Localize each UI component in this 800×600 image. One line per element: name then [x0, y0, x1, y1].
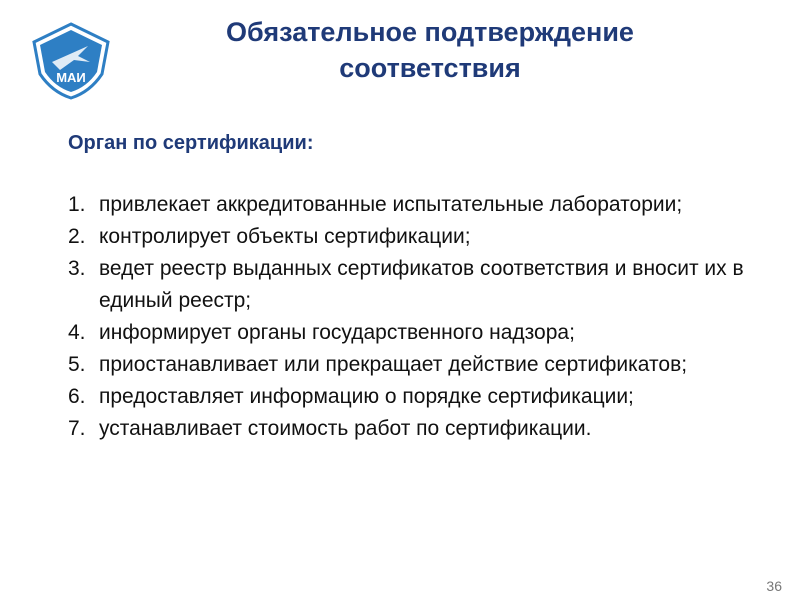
section-subtitle: Орган по сертификации:: [68, 132, 314, 154]
list-item: [68, 349, 768, 381]
item-number: 4.: [68, 321, 86, 344]
mai-logo: [30, 22, 112, 100]
item-text: ведет реестр выданных сертификатов соответствия и вносит их в единый реестр;: [99, 257, 744, 312]
title-line-2: соответствия: [339, 53, 521, 83]
list-item: [68, 413, 768, 445]
item-number: 7.: [68, 417, 86, 440]
item-text: предоставляет информацию о порядке сертификации;: [99, 385, 634, 408]
item-text: устанавливает стоимость работ по сертификации.: [99, 417, 592, 440]
list-item: [68, 317, 768, 349]
item-number: 6.: [68, 385, 86, 408]
list-item: [68, 381, 768, 413]
title-line-1: Обязательное подтверждение: [226, 17, 634, 47]
page-title: [150, 14, 710, 86]
list-item: [68, 221, 768, 253]
item-number: 5.: [68, 353, 86, 376]
item-text: контролирует объекты сертификации;: [99, 225, 471, 248]
logo-text: МАИ: [56, 70, 86, 85]
item-number: 3.: [68, 257, 86, 280]
list-item: [68, 189, 768, 221]
functions-list: [68, 189, 768, 445]
page-number: 36: [766, 578, 782, 594]
item-text: информирует органы государственного надзора;: [99, 321, 575, 344]
item-number: 1.: [68, 193, 86, 216]
item-text: приостанавливает или прекращает действие сертификатов;: [99, 353, 688, 376]
item-text: привлекает аккредитованные испытательные лаборатории;: [99, 193, 683, 216]
list-item: [68, 253, 768, 317]
item-number: 2.: [68, 225, 86, 248]
